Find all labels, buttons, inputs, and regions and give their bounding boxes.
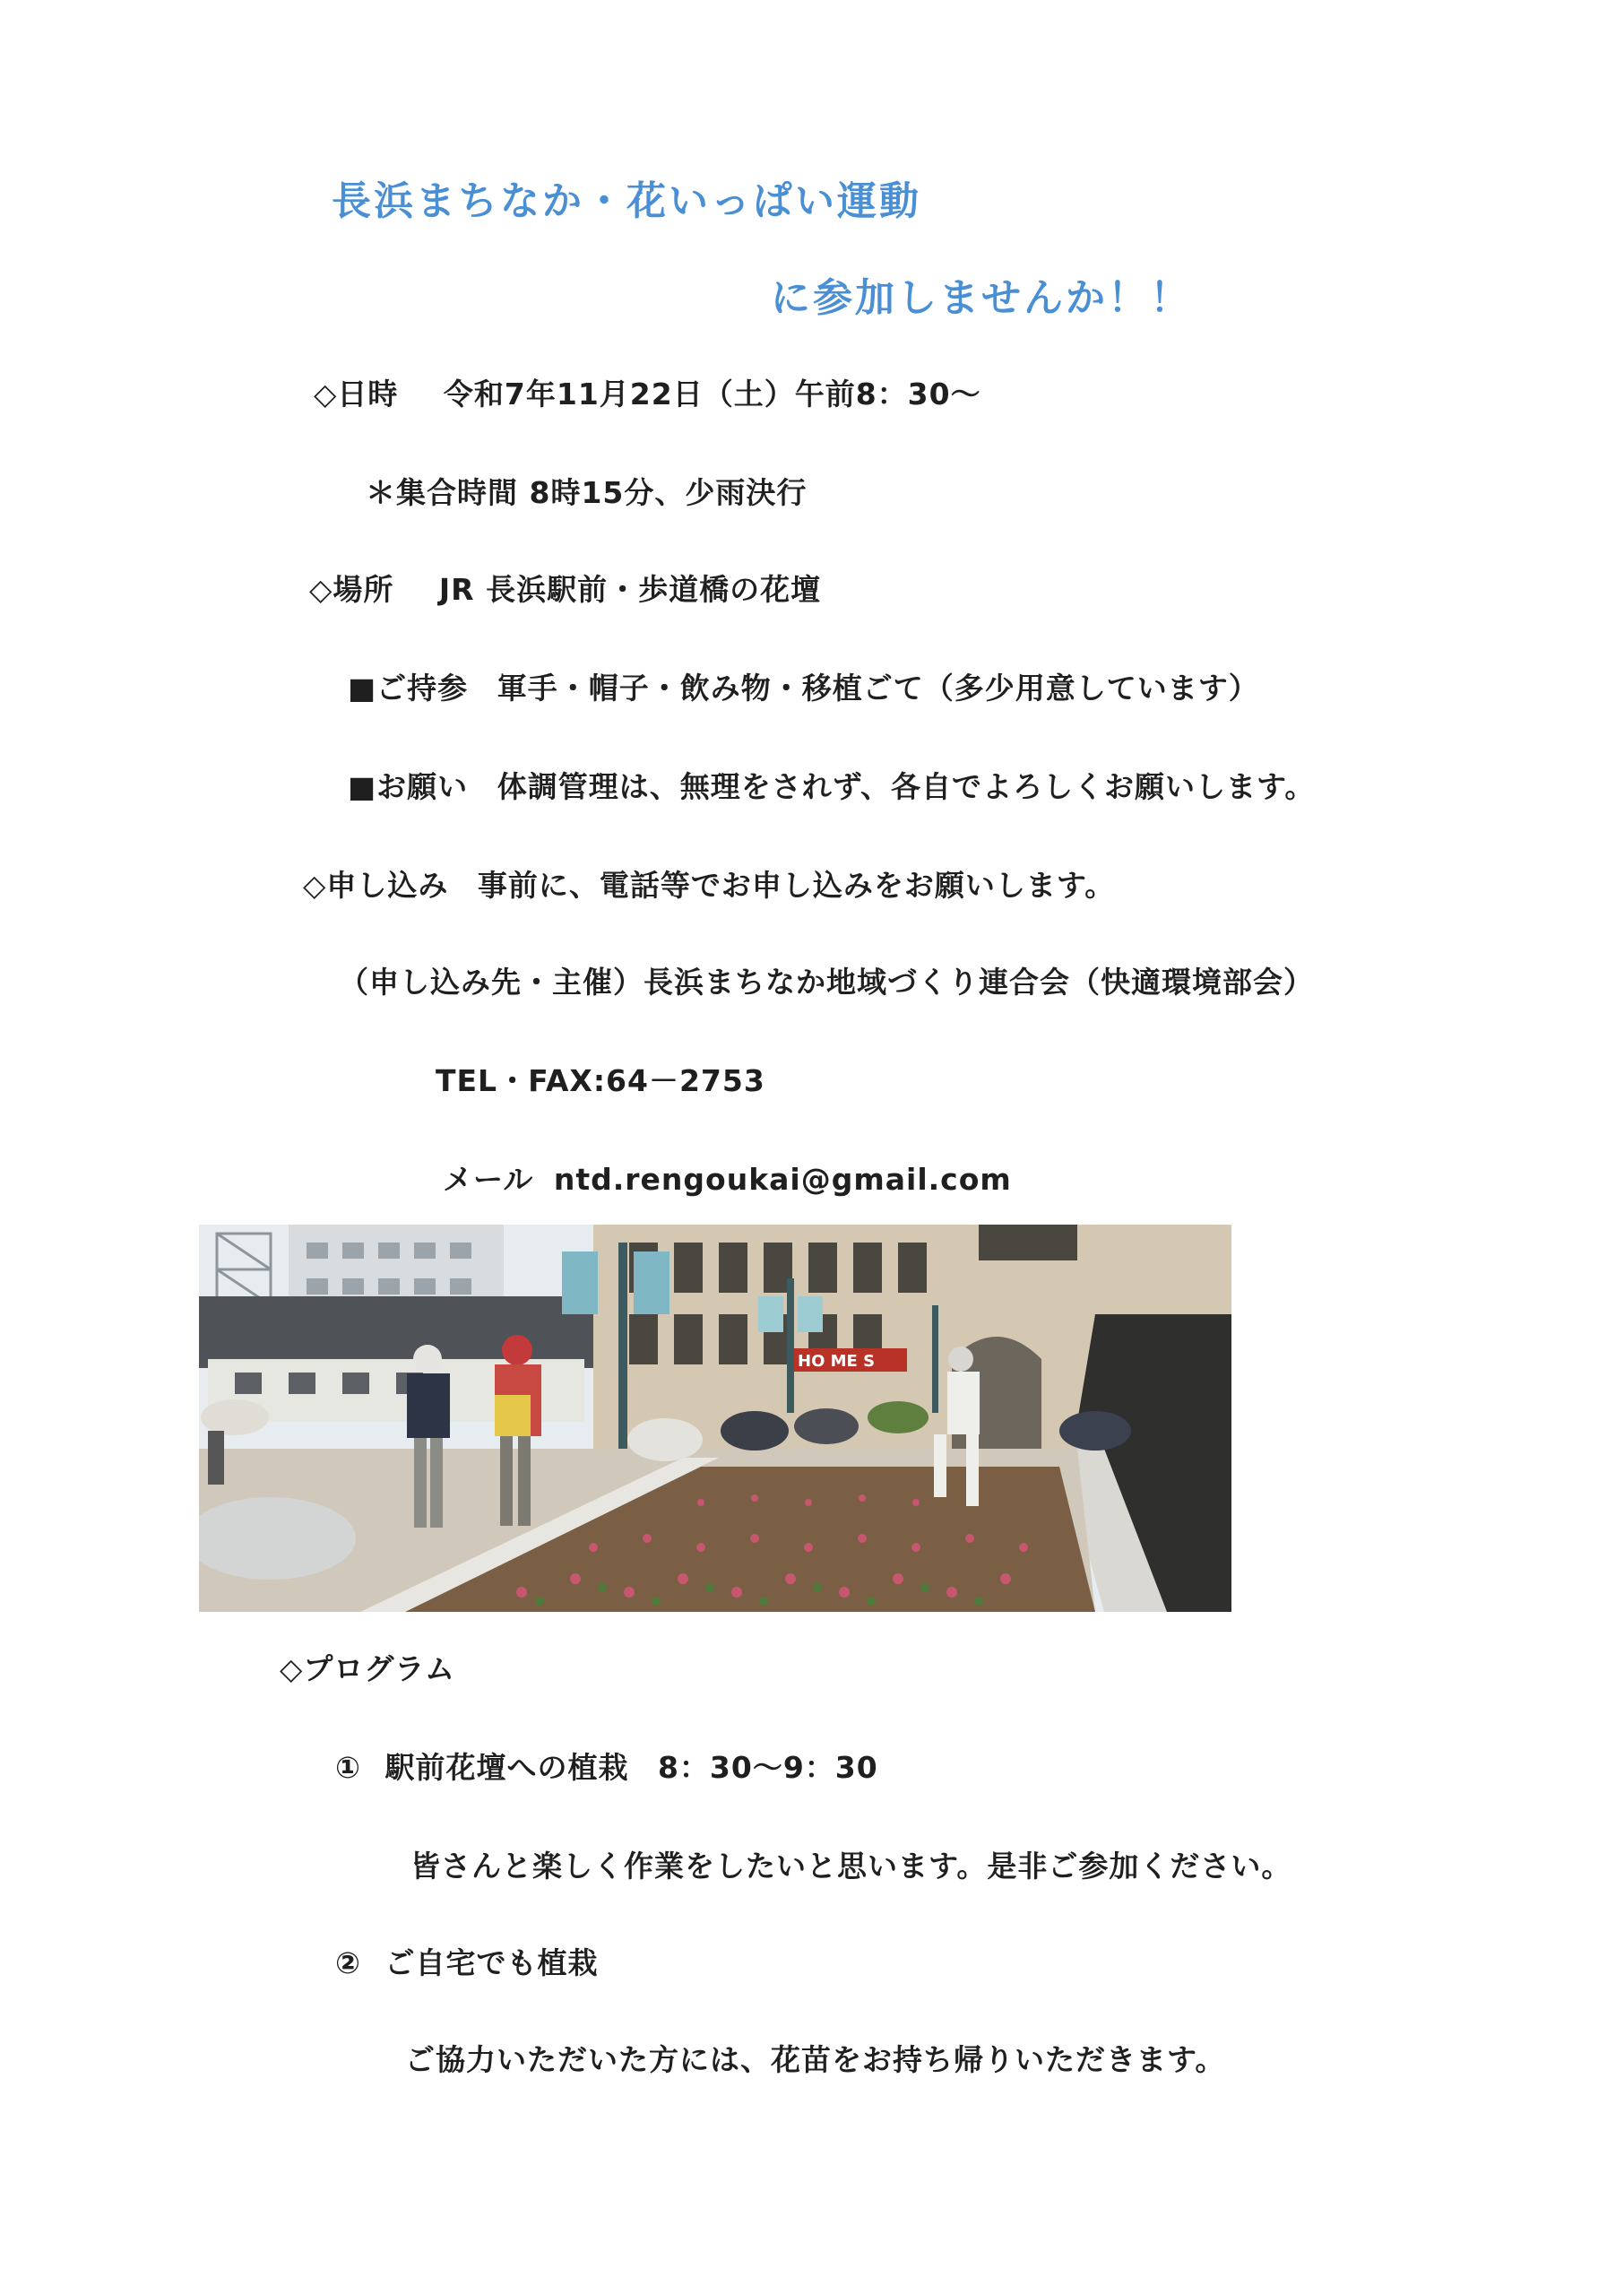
program-item-1-number: ①	[335, 1750, 361, 1785]
title-line-1: 長浜まちなか・花いっぱい運動	[332, 178, 921, 224]
store-sign-text: HO ME S	[798, 1352, 876, 1371]
date-row	[314, 371, 981, 413]
program-item-2-title: ご自宅でも植栽	[384, 1945, 599, 1980]
bring-value: 軍手・帽子・飲み物・移植ごて（多少用意しています）	[497, 671, 1259, 706]
bring-label: ■ご持参	[348, 671, 469, 706]
request-value: 体調管理は、無理をされず、各自でよろしくお願いします。	[497, 769, 1316, 804]
bring-row	[348, 665, 1259, 707]
date-label: ◇日時	[314, 377, 399, 411]
place-value: JR 長浜駅前・歩道橋の花壇	[438, 572, 822, 607]
title-line-2: に参加しませんか！！	[771, 275, 1192, 321]
program-heading: ◇プログラム	[280, 1651, 456, 1686]
planting-activity-photo	[199, 1225, 1231, 1612]
program-item-1-time: 8：30～9：30	[657, 1750, 878, 1785]
roof-traditional	[199, 1296, 593, 1368]
program-item-1-title: 駅前花壇への植栽	[384, 1750, 629, 1785]
request-label: ■お願い	[348, 769, 469, 804]
apply-row	[303, 862, 1115, 905]
date-value: 令和7年11月22日（土）午前8：30～	[443, 377, 981, 411]
program-item-2-description: ご協力いただいた方には、花苗をお持ち帰りいただきます。	[405, 2042, 1226, 2077]
apply-value: 事前に、電話等でお申し込みをお願いします。	[477, 868, 1116, 903]
mail-row	[443, 1156, 1012, 1199]
program-item-2-number: ②	[335, 1945, 361, 1980]
program-item-2	[335, 1940, 598, 1982]
organizer-line: （申し込み先・主催）長浜まちなか地域づくり連合会（快適環境部会）	[339, 965, 1314, 1000]
photo-illustration	[199, 1225, 1231, 1612]
program-item-1	[335, 1745, 878, 1787]
tel-fax-line: TEL・FAX:64－2753	[436, 1063, 765, 1098]
request-row	[348, 764, 1315, 806]
apply-label: ◇申し込み	[303, 868, 449, 903]
mail-address: ntd.rengoukai@gmail.com	[553, 1162, 1012, 1197]
program-item-1-description: 皆さんと楽しく作業をしたいと思います。是非ご参加ください。	[410, 1849, 1292, 1884]
mail-label: メール	[443, 1162, 534, 1197]
place-label: ◇場所	[309, 572, 394, 607]
gathering-note: ＊集合時間 8時15分、少雨決行	[366, 475, 808, 510]
place-row	[309, 567, 821, 609]
